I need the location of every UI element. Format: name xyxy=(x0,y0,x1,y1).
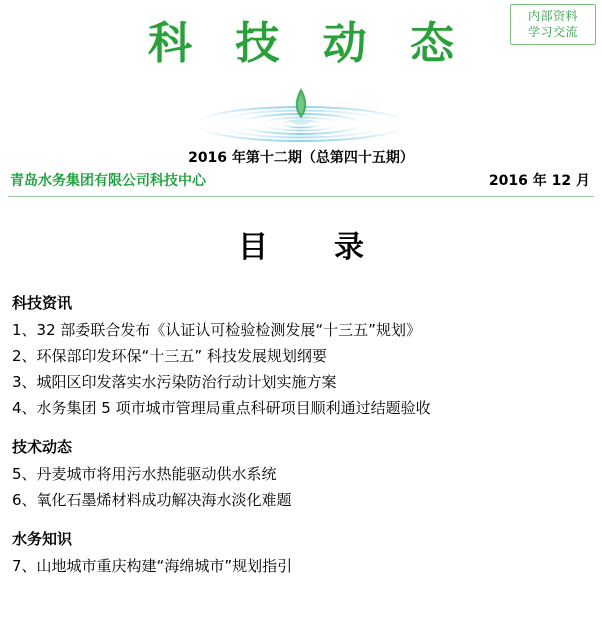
toc-entry[interactable]: 4、水务集团 5 项市城市管理局重点科研项目顺利通过结题验收 xyxy=(12,399,431,417)
toc-entry[interactable]: 2、环保部印发环保“十三五” 科技发展规划纲要 xyxy=(12,347,327,365)
table-of-contents xyxy=(12,292,590,580)
issue-number-line: 2016 年第十二期（总第四十五期） xyxy=(188,150,414,166)
publisher-organization: 青岛水务集团有限公司科技中心 xyxy=(10,173,206,189)
toc-entry[interactable]: 5、丹麦城市将用污水热能驱动供水系统 xyxy=(12,465,277,483)
water-ripple-graphic xyxy=(191,78,411,148)
toc-section-title: 科技资讯 xyxy=(12,294,73,312)
publication-title: 科 技 动 态 xyxy=(148,18,468,69)
toc-group xyxy=(12,436,590,514)
toc-group xyxy=(12,528,590,580)
toc-entry[interactable]: 3、城阳区印发落实水污染防治行动计划实施方案 xyxy=(12,373,337,391)
toc-entry[interactable]: 7、山地城市重庆构建“海绵城市”规划指引 xyxy=(12,557,293,575)
publisher-row xyxy=(0,170,602,194)
masthead xyxy=(0,16,602,71)
toc-entry[interactable]: 6、氧化石墨烯材料成功解决海水淡化难题 xyxy=(12,491,292,509)
stamp-line-1: 内部资料 xyxy=(527,9,578,23)
header-divider xyxy=(8,196,594,197)
toc-section-title: 技术动态 xyxy=(12,438,73,456)
publication-date: 2016 年 12 月 xyxy=(488,173,590,189)
contents-heading: 目 录 xyxy=(238,230,382,265)
toc-section-title: 水务知识 xyxy=(12,530,73,548)
stamp-line-2: 学习交流 xyxy=(527,25,578,40)
water-ripple-logo xyxy=(191,78,411,148)
toc-entry[interactable]: 1、32 部委联合发布《认证认可检验检测发展“十三五”规划》 xyxy=(12,321,421,339)
toc-group xyxy=(12,292,590,422)
